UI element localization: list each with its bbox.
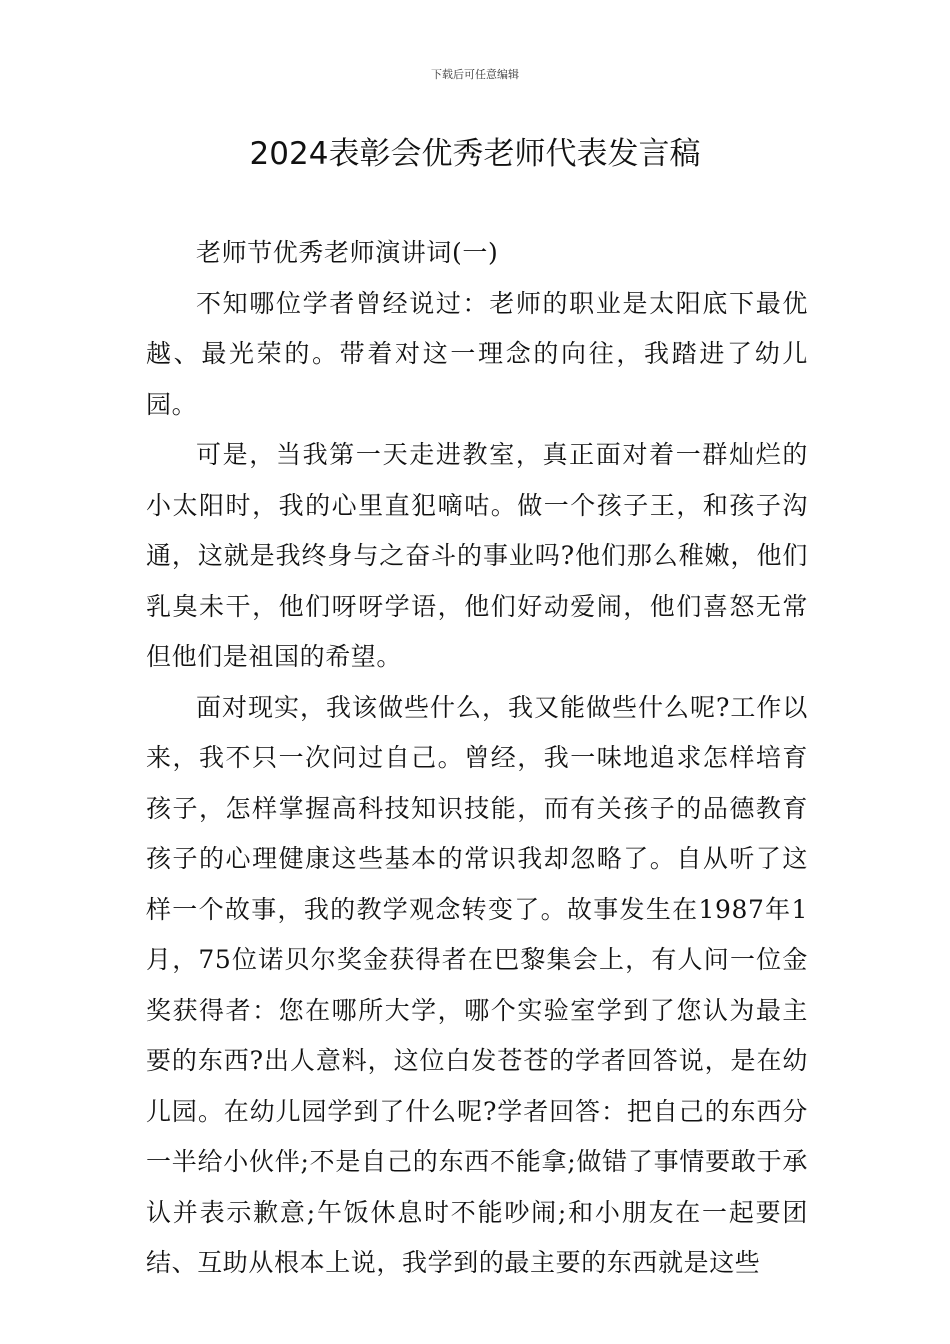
paragraph: 可是，当我第一天走进教室，真正面对着一群灿烂的小太阳时，我的心里直犯嘀咕。做一个孩子王，和孩子沟通，这就是我终身与之奋斗的事业吗?他们那么稚嫩，他们乳臭未干，他们呀呀学语，他们好动爱闹，他们喜怒无常但他们是祖国的希望。 [146, 440, 808, 671]
paragraph: 不知哪位学者曾经说过：老师的职业是太阳底下最优越、最光荣的。带着对这一理念的向往，我踏进了幼儿园。 [146, 288, 808, 419]
header-note: 下载后可任意编辑 [431, 68, 519, 81]
document-body [146, 228, 808, 1289]
paragraph: 面对现实，我该做些什么，我又能做些什么呢?工作以来，我不只一次问过自己。曾经，我一味地追求怎样培育孩子，怎样掌握高科技知识技能，而有关孩子的品德教育孩子的心理健康这些基本的常识我却忽略了。自从听了这样一个故事，我的教学观念转变了。故事发生在1987年1月，75位诺贝尔奖金获得者在巴黎集会上，有人问一位金奖获得者：您在哪所大学，哪个实验室学到了您认为最主要的东西?出人意料，这位白发苍苍的学者回答说，是在幼儿园。在幼儿园学到了什么呢?学者回答：把自己的东西分一半给小伙伴;不是自己的东西不能拿;做错了事情要敢于承认并表示歉意;午饭休息时不能吵闹;和小朋友在一起要团结、互助从根本上说，我学到的最主要的东西就是这些 [146, 692, 808, 1277]
paragraph-subtitle: 老师节优秀老师演讲词(一) [196, 238, 499, 267]
document-title: 2024表彰会优秀老师代表发言稿 [249, 136, 701, 172]
